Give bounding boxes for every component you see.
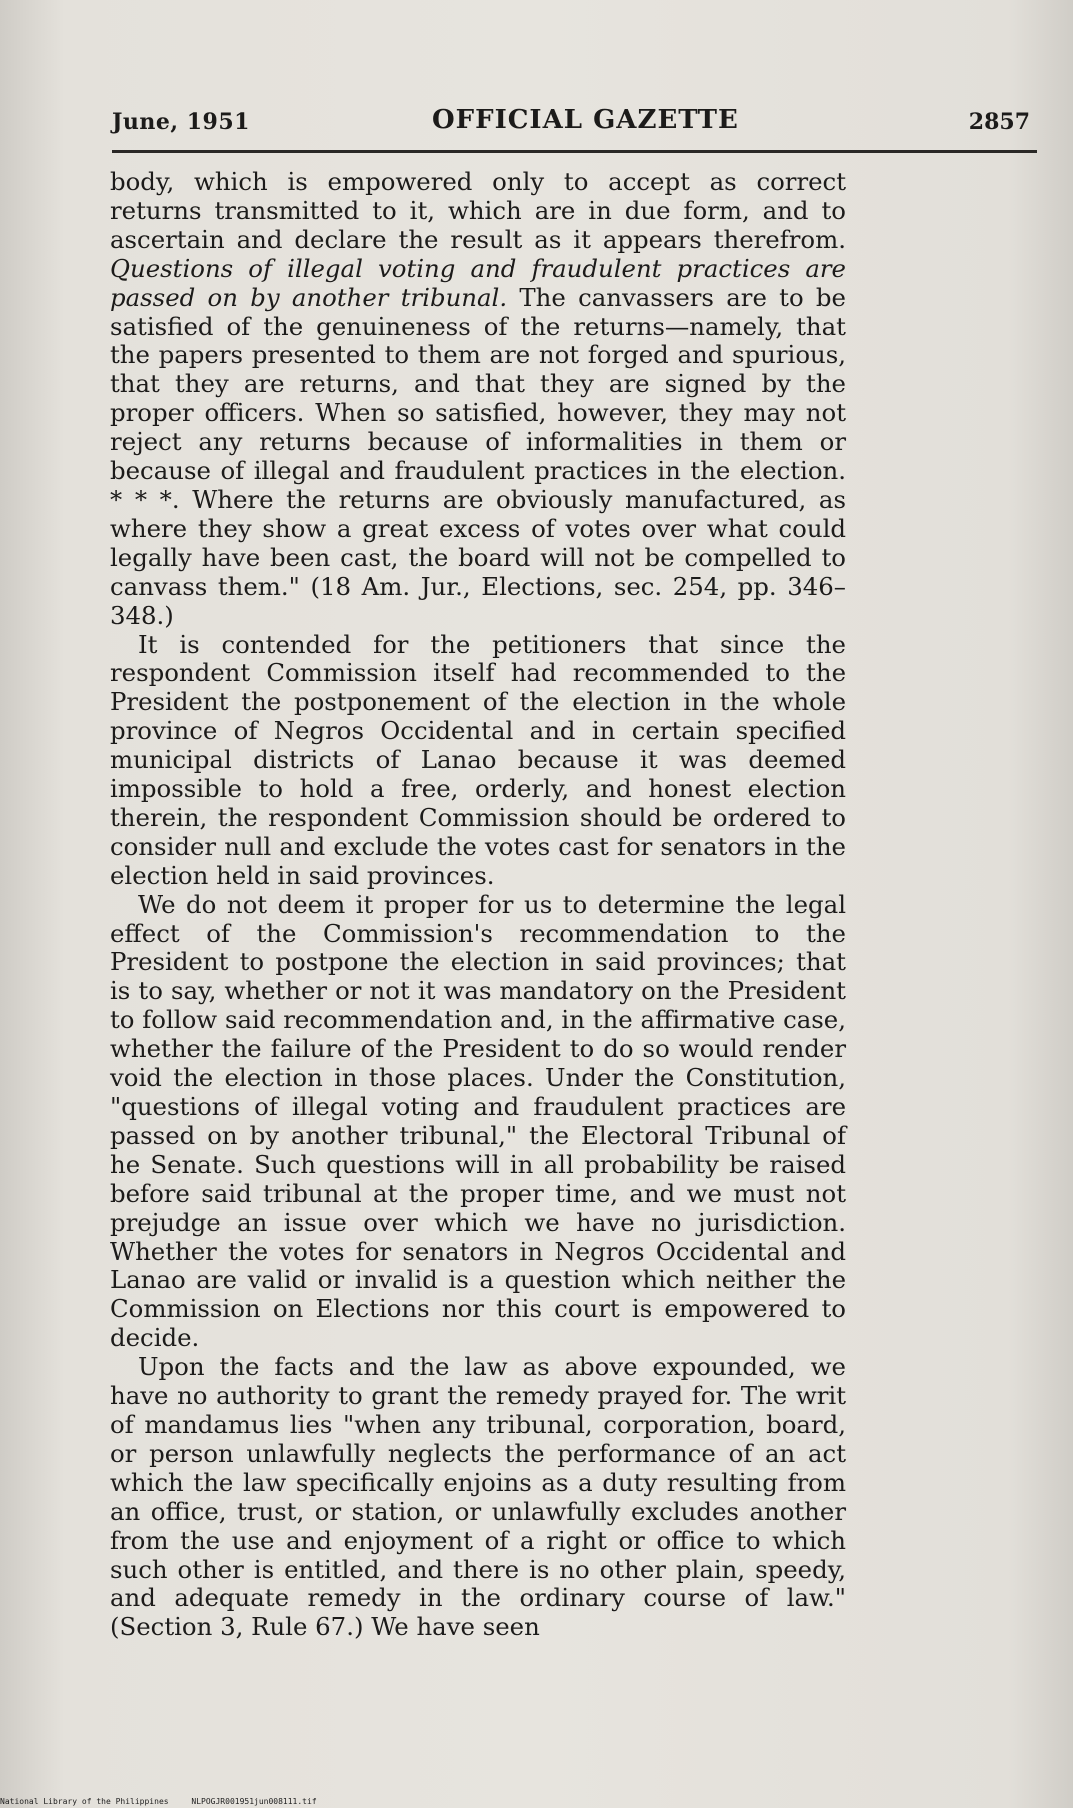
footer-library: National Library of the Philippines — [0, 1797, 169, 1806]
scan-footer — [0, 1797, 335, 1806]
paragraph-4: Upon the facts and the law as above expounded, we have no authority to grant the remedy prayed for. The writ of mandamus lies "when any tribunal, corporation, board, or person unlawfully neglects the performance of an act which the law specifically enjoins as a duty resulting from an office, trust, or station, or unlawfully excludes another from the use and enjoyment of a right or office to which such other is entitled, and there is no other plain, speedy, and adequate remedy in the ordinary course of law." (Section 3, Rule 67.) We have seen — [110, 1352, 846, 1642]
page-number: 2857 — [968, 109, 1030, 135]
paragraph-1-italic: Questions of illegal voting and fraudulent practices are passed on by another tribunal. — [110, 253, 846, 312]
page-header — [112, 105, 1030, 145]
publication-title: OFFICIAL GAZETTE — [432, 105, 739, 135]
paragraph-2: It is contended for the petitioners that since the respondent Commission itself had recommended to the President the postponement of the election in the whole province of Negros Occidental and in certain specified municipal districts of Lanao because it was deemed impossible to hold a free, orderly, and honest election therein, the respondent Commission should be ordered to consider null and exclude the votes cast for senators in the election held in said provinces. — [110, 629, 846, 890]
header-rule — [112, 150, 1037, 153]
article-body — [110, 168, 846, 1642]
paragraph-1-text-a: body, which is empowered only to accept as correct returns transmitted to it, which are in due form, and to ascertain and declare the result as it appears therefrom. — [110, 167, 846, 254]
footer-file: NLPOGJR001951jun008111.tif — [191, 1797, 317, 1806]
header-date: June, 1951 — [112, 109, 250, 135]
paragraph-3: We do not deem it proper for us to determine the legal effect of the Commission's recommendation to the President to postpone the election in said provinces; that is to say, whether or not it was mandatory on the President to follow said recommendation and, in the affirmative case, whether the failure of the President to do so would render void the election in those places. Under the Constitution, "questions of illegal voting and fraudulent practices are passed on by another tribunal," the Electoral Tribunal of he Senate. Such questions will in all probability be raised before said tribunal at the proper time, and we must not prejudge an issue over which we have no jurisdiction. Whether the votes for senators in Negros Occidental and Lanao are valid or invalid is a question which neither the Commission on Elections nor this court is empowered to decide. — [110, 889, 846, 1353]
paragraph-1-text-b: The canvassers are to be satisfied of the genuineness of the returns—namely, that the papers presented to them are not forged and spurious, that they are returns, and that they are signed by the proper officers. When so satisfied, however, they may not reject any returns because of informalities in them or because of illegal and fraudulent practices in the election. * * *. Where the returns are obviously manufactured, as where they show a great excess of votes over what could legally have been cast, the board will not be compelled to canvass them." (18 Am. Jur., Elections, sec. 254, pp. 346–348.) — [110, 282, 846, 630]
paragraph-1 — [110, 168, 846, 631]
